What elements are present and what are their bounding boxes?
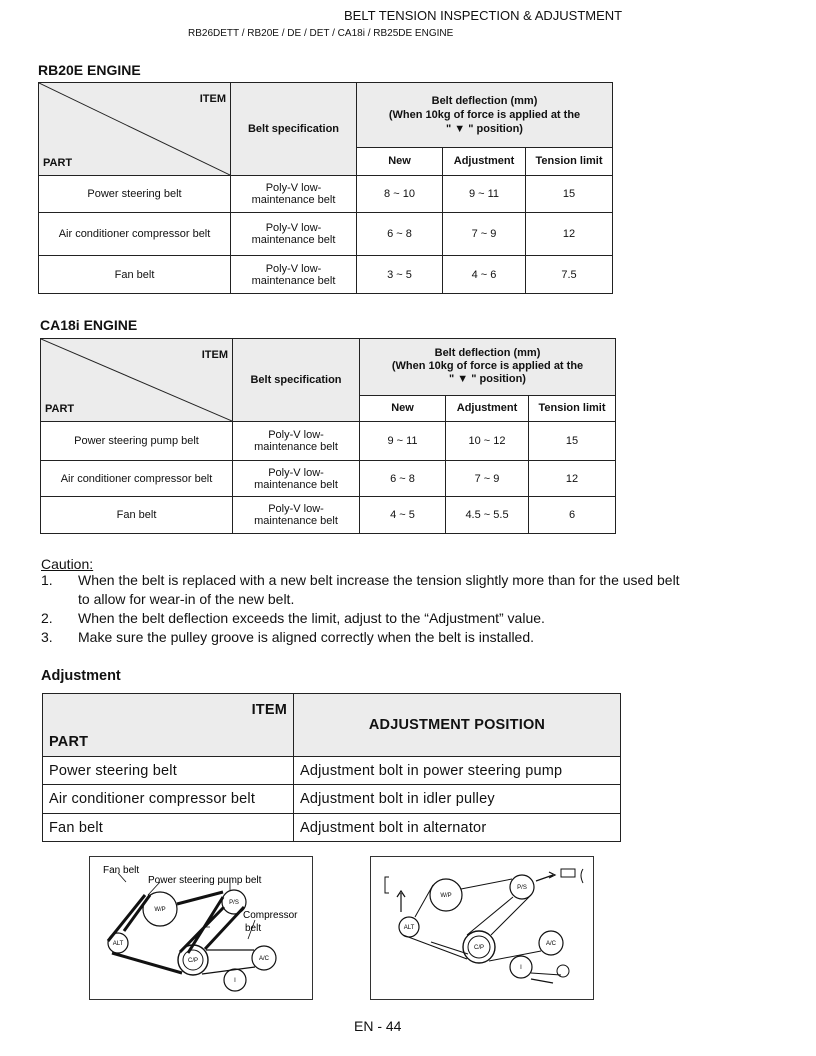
list-item: 1. When the belt is replaced with a new belt increase the tension slightly more than for the used belt to allow for wear-in of the new belt. <box>41 572 680 607</box>
belt-spec-header: Belt specification <box>233 339 360 422</box>
svg-text:ALT: ALT <box>112 941 124 947</box>
rb20e-table <box>38 82 613 294</box>
table-row: Fan belt Poly-V low- maintenance belt 3 ~ 5 4 ~ 6 7.5 <box>39 256 613 294</box>
caution-title: Caution: <box>41 556 94 572</box>
belt-spec-header: Belt specification <box>231 83 357 176</box>
list-item: 3. Make sure the pulley groove is aligned correctly when the belt is installed. <box>41 629 535 645</box>
col-tension-limit: Tension limit <box>526 147 613 175</box>
svg-text:C/P: C/P <box>473 945 485 951</box>
svg-text:ALT: ALT <box>403 925 415 931</box>
page-title: BELT TENSION INSPECTION & ADJUSTMENT <box>344 8 623 23</box>
label-fan-belt: Fan belt <box>103 865 140 876</box>
item-label: ITEM <box>199 93 226 105</box>
list-item: 2. When the belt deflection exceeds the limit, adjust to the “Adjustment” value. <box>41 610 545 626</box>
svg-text:P/S: P/S <box>517 885 527 891</box>
ca18i-title: CA18i ENGINE <box>40 317 138 333</box>
svg-text:I: I <box>234 978 236 984</box>
page-number: EN - 44 <box>354 1018 402 1034</box>
col-new: New <box>357 147 443 175</box>
rb20e-title: RB20E ENGINE <box>38 62 141 78</box>
belt-diagram-1-drawing <box>90 857 312 999</box>
table-row: Air conditioner compressor belt Poly-V low- maintenance belt 6 ~ 8 7 ~ 9 12 <box>41 461 616 497</box>
col-adjustment: Adjustment <box>443 147 526 175</box>
ca18i-table <box>40 338 616 534</box>
adjustment-position-header: ADJUSTMENT POSITION <box>294 694 621 757</box>
svg-text:W/P: W/P <box>440 893 452 899</box>
svg-text:A/C: A/C <box>258 956 270 962</box>
col-adjustment: Adjustment <box>446 395 529 421</box>
table-row: Fan belt Poly-V low- maintenance belt 4 ~ 5 4.5 ~ 5.5 6 <box>41 497 616 534</box>
svg-text:W/P: W/P <box>154 907 166 913</box>
belt-diagram-2-drawing <box>371 857 593 999</box>
caution-list <box>41 571 681 647</box>
table-row: Power steering belt Poly-V low- maintenance belt 8 ~ 10 9 ~ 11 15 <box>39 176 613 213</box>
part-label: PART <box>43 157 73 169</box>
belt-diagram-2 <box>370 856 594 1000</box>
table-row: Power steering belt Adjustment bolt in power steering pump <box>43 757 621 785</box>
deflection-header: Belt deflection (mm) (When 10kg of force is applied at the " ▼ " position) <box>360 339 616 396</box>
label-ps-pump-belt: Power steering pump belt <box>148 875 262 886</box>
label-compressor-belt: belt <box>245 923 262 934</box>
belt-diagram-1 <box>89 856 313 1000</box>
part-label: PART <box>45 403 75 415</box>
col-tension-limit: Tension limit <box>529 395 616 421</box>
item-part-header: ITEM PART <box>43 694 294 757</box>
svg-text:C/P: C/P <box>187 958 199 964</box>
page-subtitle: RB26DETT / RB20E / DE / DET / CA18i / RB25DE ENGINE <box>188 28 454 39</box>
svg-text:I: I <box>520 965 522 971</box>
table-row: Fan belt Adjustment bolt in alternator <box>43 814 621 842</box>
adjustment-table <box>42 693 621 842</box>
table-row: Power steering pump belt Poly-V low- maintenance belt 9 ~ 11 10 ~ 12 15 <box>41 422 616 461</box>
deflection-header: Belt deflection (mm) (When 10kg of force is applied at the " ▼ " position) <box>357 83 613 148</box>
svg-text:A/C: A/C <box>545 941 557 947</box>
col-new: New <box>360 395 446 421</box>
svg-text:P/S: P/S <box>229 900 239 906</box>
item-part-header <box>41 339 233 422</box>
label-compressor: Compressor <box>243 910 298 921</box>
table-row: Air conditioner compressor belt Poly-V low- maintenance belt 6 ~ 8 7 ~ 9 12 <box>39 213 613 256</box>
item-label: ITEM <box>201 349 228 361</box>
table-row: Air conditioner compressor belt Adjustment bolt in idler pulley <box>43 785 621 814</box>
adjustment-title: Adjustment <box>41 668 121 684</box>
item-part-header <box>39 83 231 176</box>
